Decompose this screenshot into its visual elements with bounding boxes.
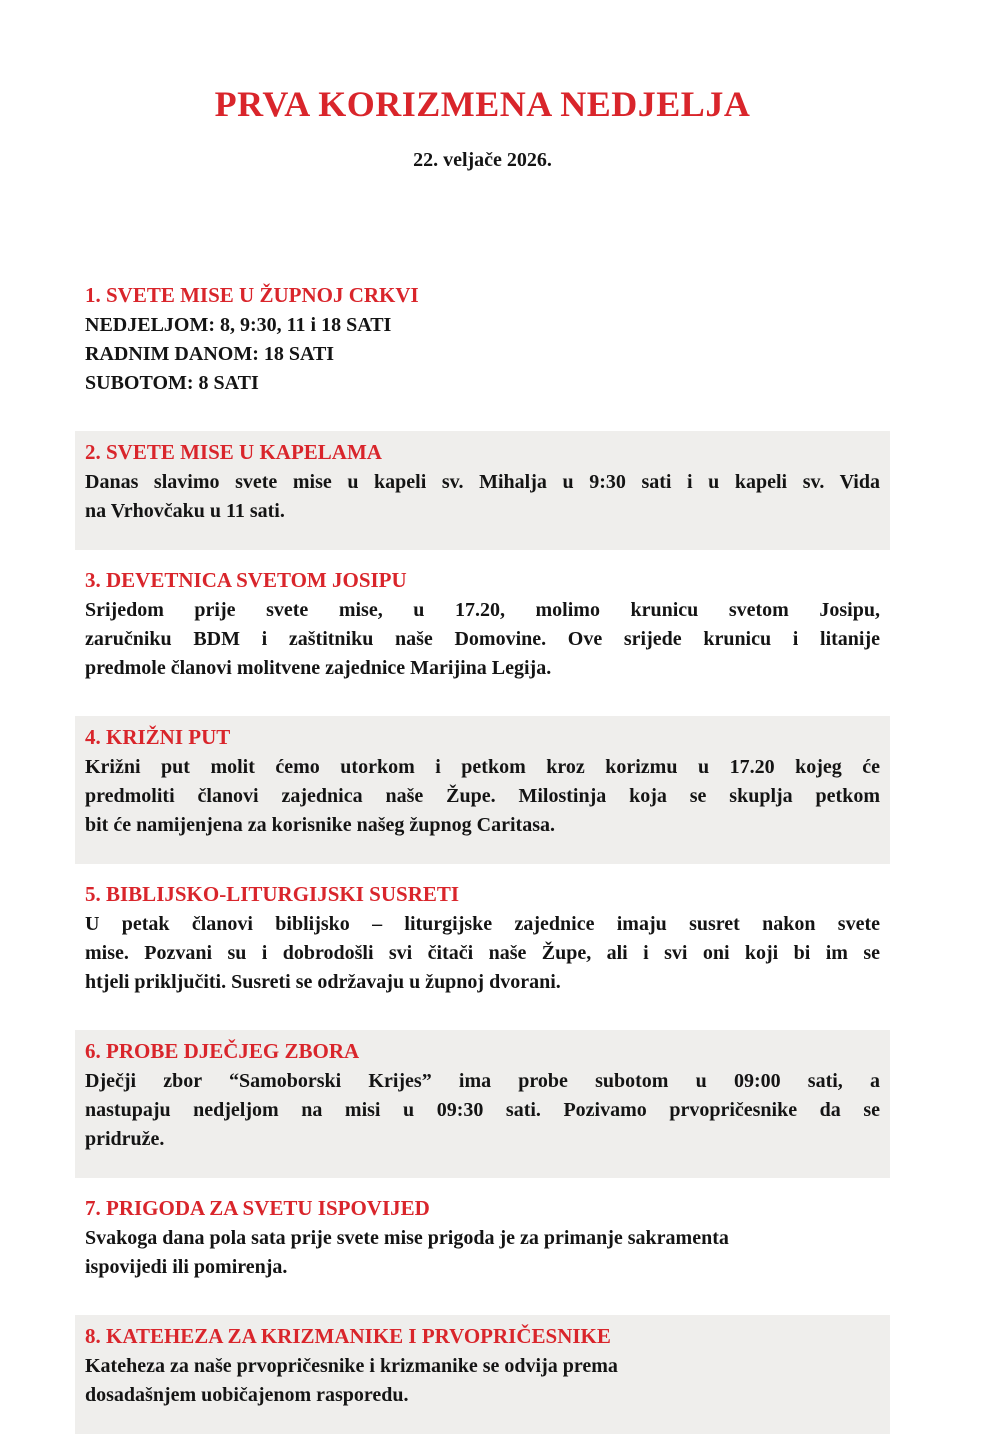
section-8 (75, 1315, 890, 1434)
section-body (85, 910, 880, 997)
section-4 (75, 716, 890, 864)
body-line: NEDJELJOM: 8, 9:30, 11 i 18 SATI (85, 314, 392, 337)
body-line: Dječji zbor “Samoborski Krijes” ima probe subotom u 09:00 sati, a (85, 1070, 880, 1093)
body-line: dosadašnjem uobičajenom rasporedu. (85, 1384, 409, 1407)
body-line: U petak članovi biblijsko – liturgijske zajednice imaju susret nakon svete (85, 913, 880, 936)
section-heading: 2. SVETE MISE U KAPELAMA (85, 440, 382, 465)
section-heading: 7. PRIGODA ZA SVETU ISPOVIJED (85, 1196, 430, 1221)
body-line: Križni put molit ćemo utorkom i petkom kroz korizmu u 17.20 kojeg će (85, 756, 880, 779)
body-line: predmole članovi molitvene zajednice Marijina Legija. (85, 657, 552, 680)
section-7 (75, 1187, 890, 1306)
section-heading: 6. PROBE DJEČJEG ZBORA (85, 1039, 360, 1064)
body-line: Svakoga dana pola sata prije svete mise prigoda je za primanje sakramenta (85, 1227, 729, 1250)
section-body (85, 1352, 880, 1410)
section-2 (75, 431, 890, 550)
section-heading: 4. KRIŽNI PUT (85, 725, 231, 750)
section-1 (75, 274, 890, 422)
body-line: SUBOTOM: 8 SATI (85, 372, 259, 395)
section-body (85, 596, 880, 683)
section-heading: 1. SVETE MISE U ŽUPNOJ CRKVI (85, 283, 419, 308)
body-line: predmoliti članovi zajednica naše Župe. Milostinja koja se skuplja petkom (85, 785, 880, 808)
body-line: nastupaju nedjeljom na misi u 09:30 sati. Pozivamo prvopričesnike da se (85, 1099, 880, 1122)
body-line: Kateheza za naše prvopričesnike i krizmanike se odvija prema (85, 1355, 618, 1378)
body-line: Srijedom prije svete mise, u 17.20, molimo krunicu svetom Josipu, (85, 599, 880, 622)
section-body (85, 1067, 880, 1154)
body-line: pridruže. (85, 1128, 165, 1151)
section-body (85, 468, 880, 526)
section-body (85, 311, 880, 398)
section-body (85, 1224, 880, 1282)
body-line: ispovijedi ili pomirenja. (85, 1256, 288, 1279)
sections-list (75, 274, 890, 1434)
section-6 (75, 1030, 890, 1178)
section-5 (75, 873, 890, 1021)
section-3 (75, 559, 890, 707)
body-line: RADNIM DANOM: 18 SATI (85, 343, 335, 366)
body-line: zaručniku BDM i zaštitniku naše Domovine. Ove srijede krunicu i litanije (85, 628, 880, 651)
body-line: mise. Pozvani su i dobrodošli svi čitači naše Župe, ali i svi oni koji bi im se (85, 942, 880, 965)
section-body (85, 753, 880, 840)
body-line: htjeli priključiti. Susreti se održavaju u župnoj dvorani. (85, 971, 561, 994)
section-heading: 3. DEVETNICA SVETOM JOSIPU (85, 568, 407, 593)
section-heading: 5. BIBLIJSKO-LITURGIJSKI SUSRETI (85, 882, 460, 907)
body-line: Danas slavimo svete mise u kapeli sv. Mihalja u 9:30 sati i u kapeli sv. Vida (85, 471, 880, 494)
body-line: bit će namijenjena za korisnike našeg župnog Caritasa. (85, 814, 555, 837)
section-heading: 8. KATEHEZA ZA KRIZMANIKE I PRVOPRIČESNIKE (85, 1324, 611, 1349)
bulletin-date: 22. veljače 2026. (413, 149, 552, 172)
body-line: na Vrhovčaku u 11 sati. (85, 500, 285, 523)
page-title: PRVA KORIZMENA NEDJELJA (214, 84, 751, 124)
bulletin-page (75, 0, 890, 1434)
